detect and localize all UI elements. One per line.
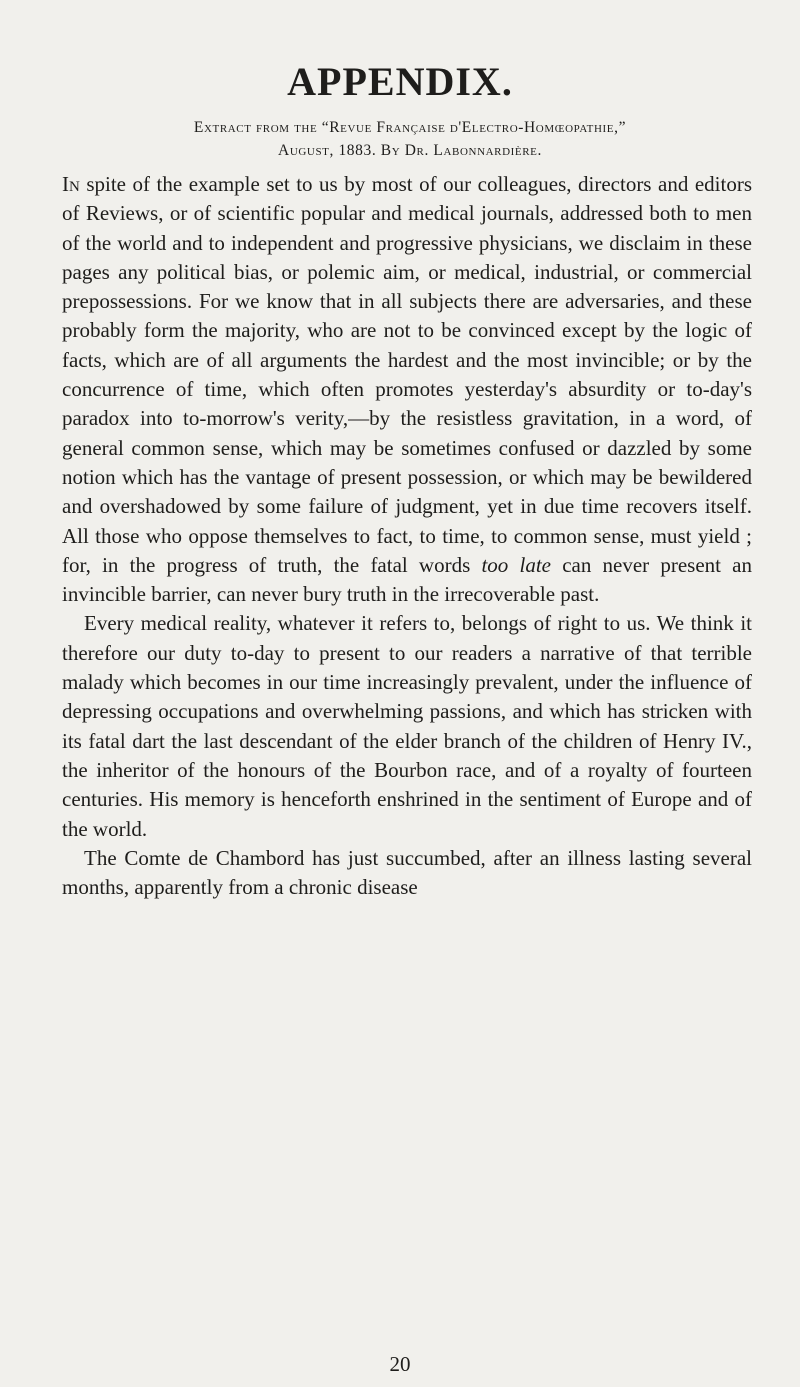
drop-lead-word: In <box>62 172 80 196</box>
page-title: APPENDIX. <box>287 59 513 104</box>
source-line-2: August, 1883. By Dr. Labonnardière. <box>278 142 542 159</box>
article-body <box>62 170 752 902</box>
paragraph-1 <box>62 170 752 609</box>
paragraph-1-tail: can never present an invincible barrier, can never bury truth in the irrecoverable past. <box>62 552 753 607</box>
paragraph-2: Every medical reality, whatever it refers to, belongs of right to us. We think it therefore our duty to-day to present to our readers a narrative of that terrible malady which becomes in our time increasingly prevalent, under the influence of depressing occupations and overwhelming passions, and which has stricken with its fatal dart the last descendant of the elder branch of the children of Henry IV., the inheritor of the honours of the Bourbon race, and of a royalty of fourteen centuries. His memory is henceforth enshrined in the sentiment of Europe and of the world. <box>62 611 752 841</box>
italic-phrase: too late <box>481 552 551 577</box>
page-number: 20 <box>389 1352 411 1376</box>
source-attribution <box>80 116 740 162</box>
paragraph-1-text: spite of the example set to us by most of our colleagues, directors and editors of Reviews, or of scientific popular and medical journals, addressed both to men of the world and to independent and progressive physicians, we disclaim in these pages any political bias, or polemic aim, or medical, industrial, or commercial prepossessions. For we know that in all subjects there are adversaries, and these probably form the majority, who are not to be convinced except by the logic of facts, which are of all arguments the hardest and the most invincible; or by the concurrence of time, which often promotes yesterday's absurdity or to-day's paradox into to-morrow's verity,—by the resistless gravitation, in a word, of general common sense, which may be sometimes confused or dazzled by some notion which has the vantage of present possession, or which may be bewildered and overshadowed by some failure of judgment, yet in due time recovers itself. All those who oppose themselves to fact, to time, to common sense, must yield ; for, in the progress of truth, the fatal words <box>62 172 752 577</box>
paragraph-3: The Comte de Chambord has just succumbed, after an illness lasting several months, apparently from a chronic disease <box>62 845 752 900</box>
source-line-1: Extract from the “Revue Française d'Electro-Homœopathie,” <box>193 119 627 136</box>
